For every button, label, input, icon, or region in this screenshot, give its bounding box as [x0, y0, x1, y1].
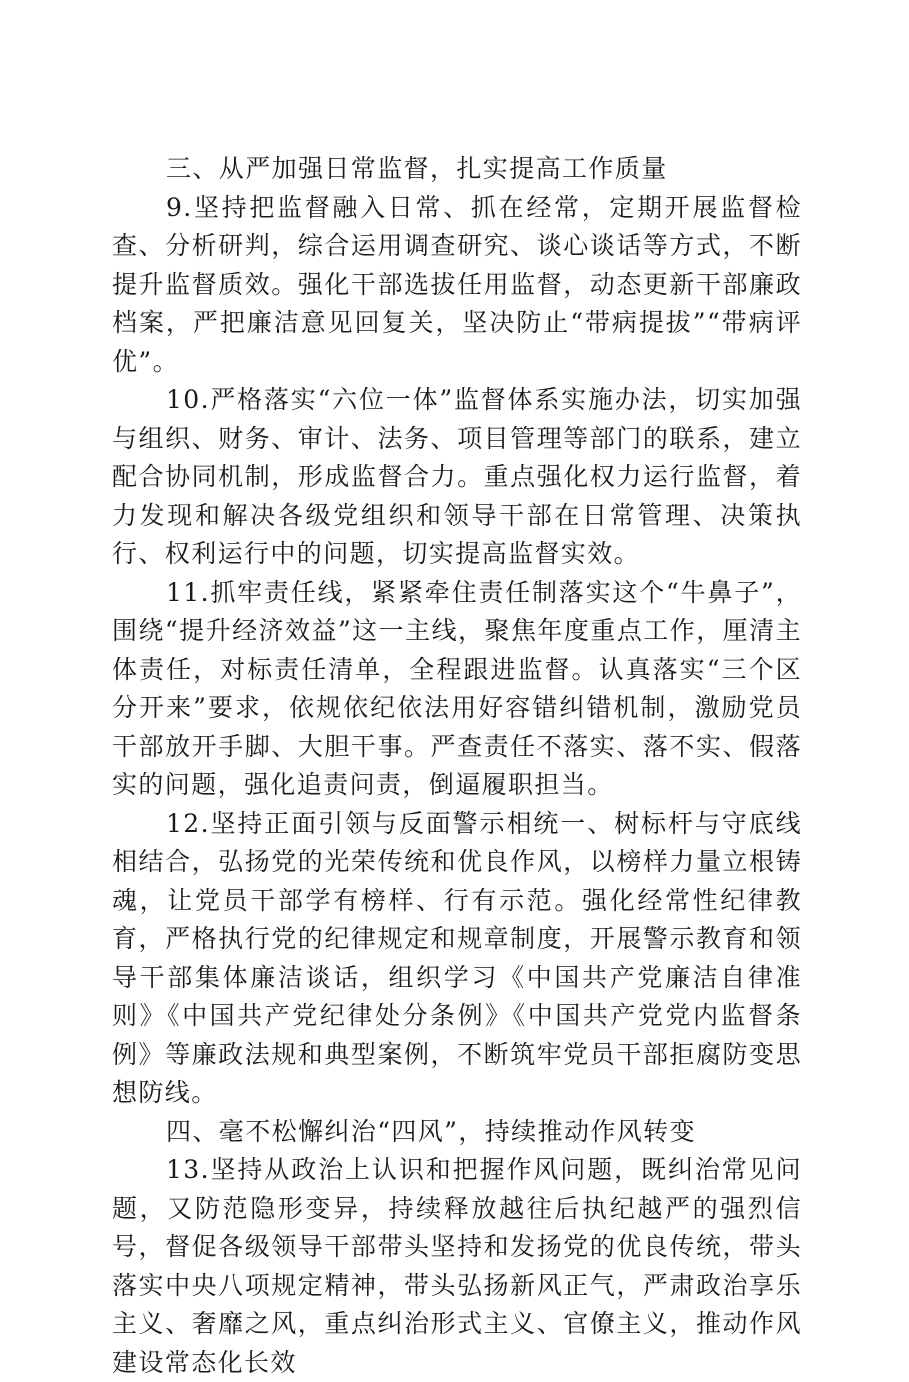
- document-body: [112, 150, 802, 1382]
- paragraph-item-9: 9.坚持把监督融入日常、抓在经常，定期开展监督检查、分析研判，综合运用调查研究、谈心谈话等方式，不断提升监督质效。强化干部选拔任用监督，动态更新干部廉政档案，严把廉洁意见回复关，坚决防止“带病提拔”“带病评优”。: [112, 192, 802, 376]
- paragraph-item-11: 11.抓牢责任线，紧紧牵住责任制落实这个“牛鼻子”，围绕“提升经济效益”这一主线，聚焦年度重点工作，厘清主体责任，对标责任清单，全程跟进监督。认真落实“三个区分开来”要求，依规依纪依法用好容错纠错机制，激励党员干部放开手脚、大胆干事。严查责任不落实、落不实、假落实的问题，强化追责问责，倒逼履职担当。: [112, 577, 802, 799]
- section-heading-4: 四、毫不松懈纠治“四风”，持续推动作风转变: [166, 1116, 696, 1146]
- paragraph-item-10: 10.严格落实“六位一体”监督体系实施办法，切实加强与组织、财务、审计、法务、项目管理等部门的联系，建立配合协同机制，形成监督合力。重点强化权力运行监督，着力发现和解决各级党组织和领导干部在日常管理、决策执行、权利运行中的问题，切实提高监督实效。: [112, 385, 802, 568]
- paragraph-item-13: 13.坚持从政治上认识和把握作风问题，既纠治常见问题，又防范隐形变异，持续释放越往后执纪越严的强烈信号，督促各级领导干部带头坚持和发扬党的优良传统，带头落实中央八项规定精神，带头弘扬新风正气，严肃政治享乐主义、奢靡之风，重点纠治形式主义、官僚主义，推动作风建设常态化长效: [112, 1155, 802, 1377]
- paragraph-item-12: 12.坚持正面引领与反面警示相统一、树标杆与守底线相结合，弘扬党的光荣传统和优良作风，以榜样力量立根铸魂，让党员干部学有榜样、行有示范。强化经常性纪律教育，严格执行党的纪律规定和规章制度，开展警示教育和领导干部集体廉洁谈话，组织学习《中国共产党廉洁自律准则》《中国共产党纪律处分条例》《中国共产党党内监督条例》等廉政法规和典型案例，不断筑牢党员干部拒腐防变思想防线。: [112, 808, 802, 1107]
- section-heading-3: 三、从严加强日常监督，扎实提高工作质量: [166, 154, 668, 183]
